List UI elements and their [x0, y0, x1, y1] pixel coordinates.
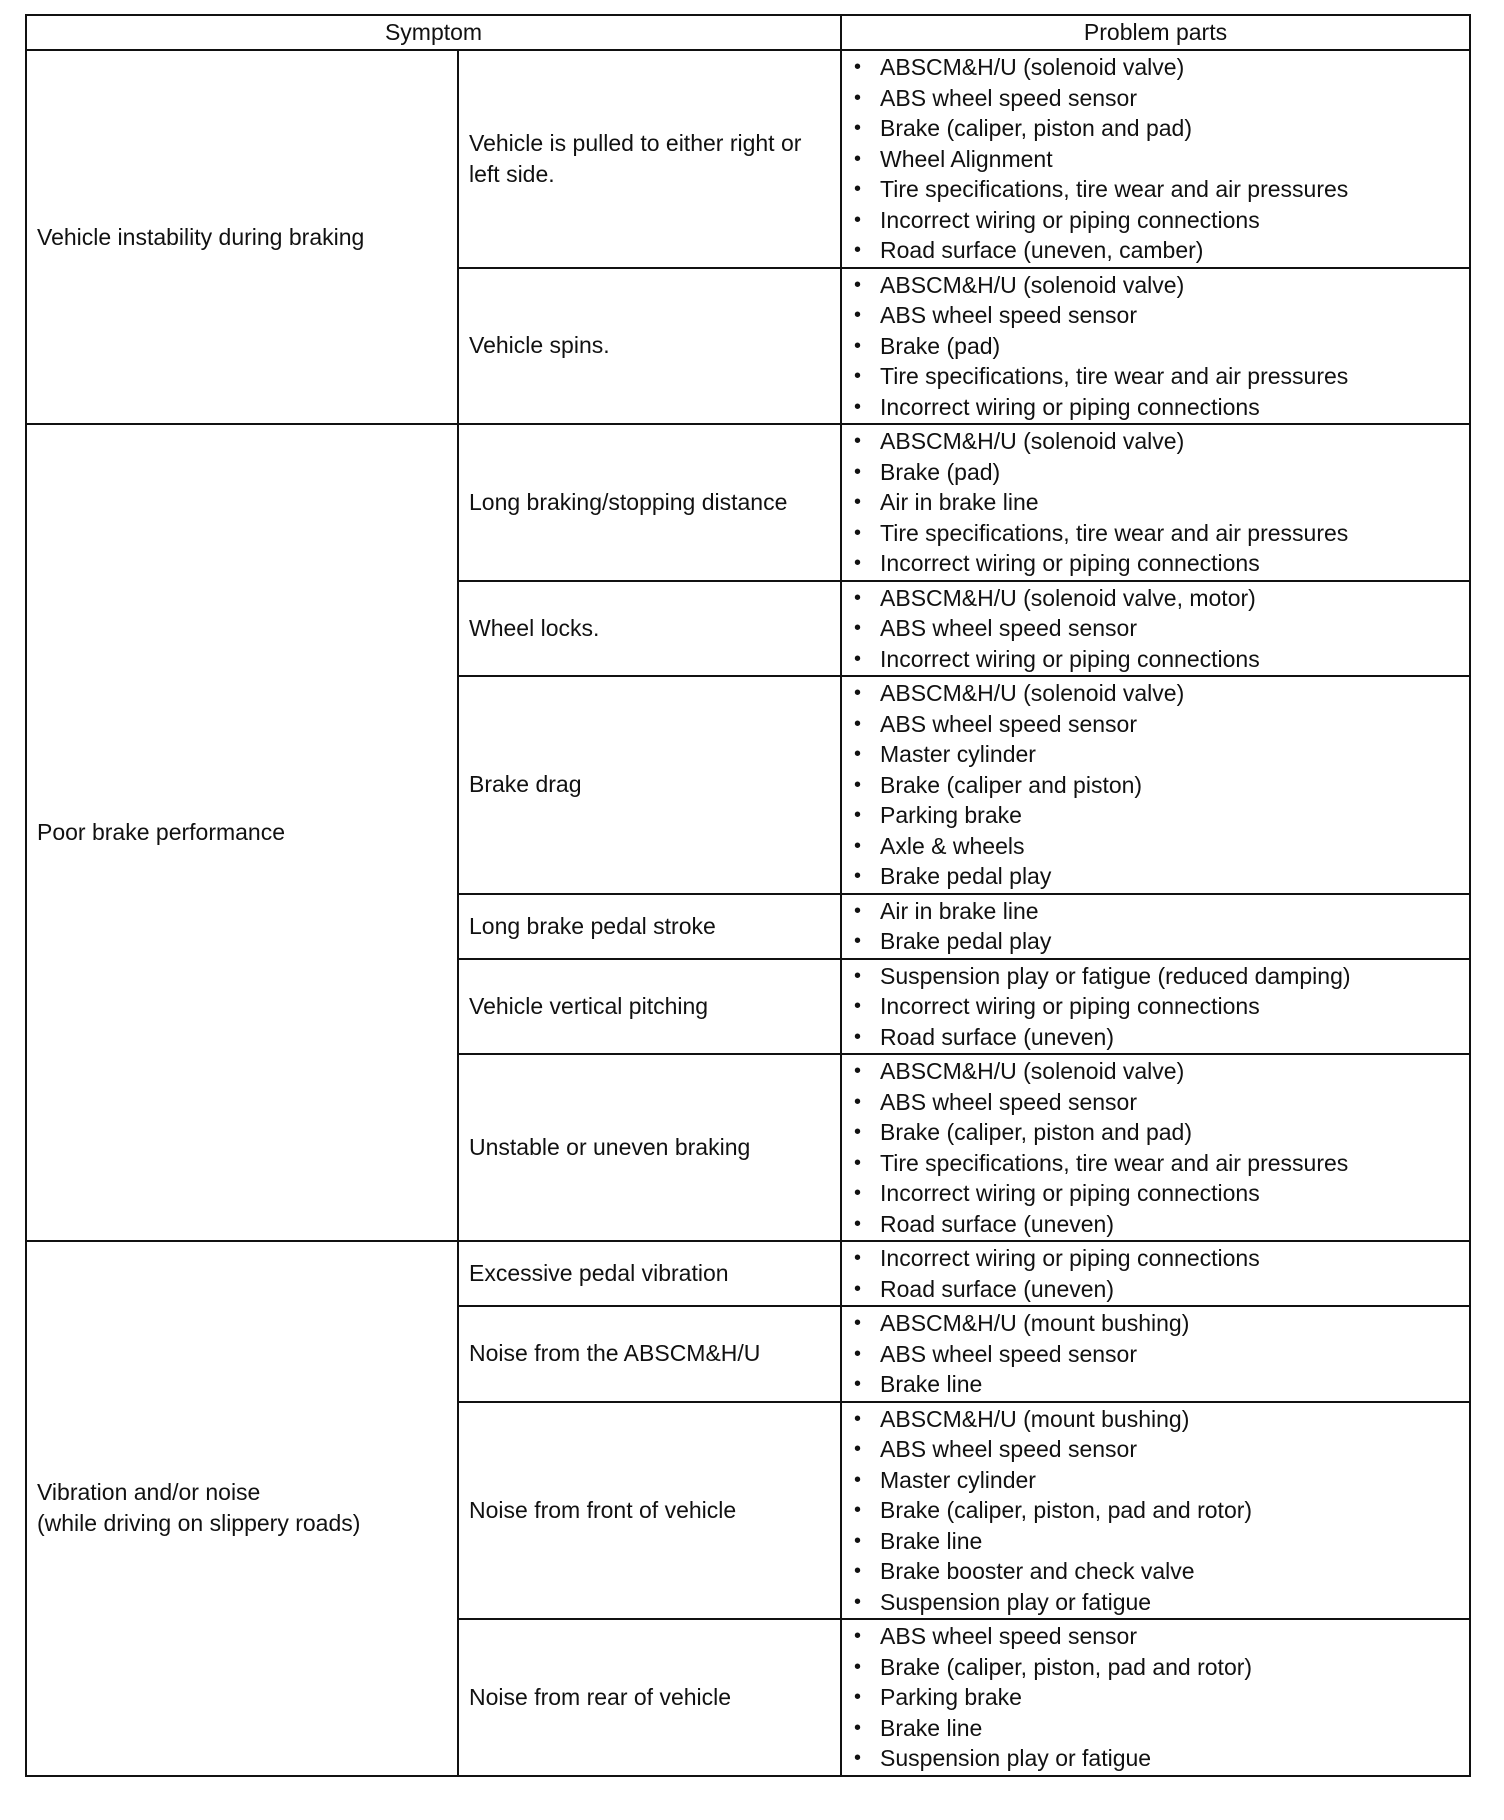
- symptom-cell: [458, 1241, 841, 1306]
- problem-part-text: Incorrect wiring or piping connections: [880, 645, 1260, 672]
- header-row: [26, 15, 1470, 50]
- problem-part-text: Axle & wheels: [880, 832, 1025, 859]
- list-item: [852, 831, 1469, 862]
- bullet-icon: •: [854, 239, 862, 261]
- bullet-icon: •: [854, 1121, 862, 1143]
- problem-parts-list: [852, 1308, 1469, 1400]
- bullet-icon: •: [854, 117, 862, 139]
- list-item: [852, 113, 1469, 144]
- problem-part-text: ABS wheel speed sensor: [880, 1088, 1138, 1115]
- problem-parts-cell: [841, 1054, 1470, 1241]
- bullet-icon: •: [854, 1182, 862, 1204]
- category-label: Vehicle instability during braking: [37, 223, 365, 250]
- list-item: [852, 1148, 1469, 1179]
- symptom-cell: [458, 1306, 841, 1402]
- bullet-icon: •: [854, 1655, 862, 1678]
- list-item: [852, 548, 1469, 579]
- problem-part-text: Brake (pad): [880, 458, 1001, 485]
- symptom-header: Symptom: [26, 15, 841, 50]
- problem-part-text: Road surface (uneven): [880, 1023, 1114, 1050]
- category-cell: [26, 1241, 458, 1776]
- list-item: [852, 52, 1469, 83]
- problem-parts-list: [852, 426, 1469, 579]
- problem-part-text: Brake (caliper, piston, pad and rotor): [880, 1653, 1253, 1680]
- bullet-icon: •: [854, 1747, 862, 1769]
- problem-part-text: Brake pedal play: [880, 863, 1052, 889]
- problem-part-text: Brake pedal play: [880, 928, 1052, 954]
- list-item: [852, 1056, 1469, 1087]
- symptom-cell: [458, 581, 841, 677]
- problem-parts-list: [852, 583, 1469, 675]
- list-item: [852, 1243, 1469, 1274]
- bullet-icon: •: [854, 1060, 862, 1082]
- bullet-icon: •: [854, 1625, 862, 1647]
- list-item: [852, 235, 1469, 266]
- table-row: [26, 1241, 1470, 1306]
- problem-part-text: ABS wheel speed sensor: [880, 1436, 1138, 1462]
- problem-part-text: ABSCM&H/U (mount bushing): [880, 1405, 1190, 1432]
- problem-part-text: Incorrect wiring or piping connections: [880, 206, 1260, 233]
- problem-part-text: Brake line: [880, 1371, 983, 1397]
- problem-part-text: Brake (pad): [880, 332, 1001, 359]
- bullet-icon: •: [854, 1247, 862, 1269]
- bullet-icon: •: [854, 712, 862, 735]
- list-item: [852, 174, 1469, 205]
- problem-part-text: Incorrect wiring or piping connections: [880, 550, 1260, 576]
- list-item: [852, 1587, 1469, 1618]
- problem-parts-cell: [841, 1306, 1470, 1402]
- symptom-text: Vehicle spins.: [469, 332, 610, 359]
- problem-parts-cell: [841, 676, 1470, 894]
- list-item: [852, 1526, 1469, 1557]
- bullet-icon: •: [854, 1277, 862, 1300]
- category-label: Vibration and/or noise: [37, 1479, 261, 1506]
- bullet-icon: •: [854, 1025, 862, 1048]
- bullet-icon: •: [854, 1590, 862, 1613]
- list-item: [852, 991, 1469, 1022]
- problem-parts-list: [852, 1621, 1469, 1774]
- symptom-cell: [458, 894, 841, 959]
- bullet-icon: •: [854, 1373, 862, 1395]
- list-item: [852, 331, 1469, 362]
- problem-part-text: Tire specifications, tire wear and air pressures: [880, 363, 1349, 389]
- problem-part-text: Wheel Alignment: [880, 145, 1053, 172]
- bullet-icon: •: [854, 1090, 862, 1113]
- symptom-text: Long braking/stopping distance: [469, 488, 788, 515]
- list-item: [852, 205, 1469, 236]
- problem-parts-cell: [841, 1402, 1470, 1620]
- bullet-icon: •: [854, 491, 862, 513]
- bullet-icon: •: [854, 1407, 862, 1430]
- list-item: [852, 1495, 1469, 1526]
- category-label: Poor brake performance: [37, 819, 286, 845]
- list-item: [852, 1369, 1469, 1400]
- problem-part-text: Brake (caliper, piston and pad): [880, 115, 1192, 141]
- problem-parts-cell: [841, 424, 1470, 581]
- list-item: [852, 1465, 1469, 1496]
- bullet-icon: •: [854, 647, 862, 670]
- problem-part-text: Tire specifications, tire wear and air pressures: [880, 176, 1349, 202]
- list-item: [852, 1713, 1469, 1744]
- problem-part-text: Incorrect wiring or piping connections: [880, 1180, 1260, 1206]
- problem-parts-list: [852, 1243, 1469, 1304]
- problem-part-text: Road surface (uneven, camber): [880, 237, 1204, 263]
- problem-parts-cell: [841, 50, 1470, 268]
- problem-part-text: ABSCM&H/U (solenoid valve): [880, 54, 1185, 80]
- list-item: [852, 1434, 1469, 1465]
- problem-part-text: ABSCM&H/U (solenoid valve): [880, 1058, 1185, 1084]
- problem-part-text: Suspension play or fatigue (reduced damping): [880, 962, 1351, 989]
- category-cell: [26, 424, 458, 1241]
- bullet-icon: •: [854, 178, 862, 200]
- bullet-icon: •: [854, 617, 862, 639]
- bullet-icon: •: [854, 430, 862, 452]
- problem-part-text: Brake (caliper and piston): [880, 771, 1143, 798]
- bullet-icon: •: [854, 273, 862, 296]
- problem-part-text: Road surface (uneven): [880, 1210, 1114, 1237]
- problem-parts-cell: [841, 581, 1470, 677]
- bullet-icon: •: [854, 1686, 862, 1708]
- bullet-icon: •: [854, 86, 862, 109]
- problem-part-text: Incorrect wiring or piping connections: [880, 393, 1260, 420]
- bullet-icon: •: [854, 1212, 862, 1235]
- problem-part-text: Suspension play or fatigue: [880, 1588, 1152, 1615]
- problem-part-text: Brake booster and check valve: [880, 1558, 1195, 1584]
- table-body: [26, 50, 1470, 1776]
- bullet-icon: •: [854, 1438, 862, 1460]
- symptom-text: Unstable or uneven braking: [469, 1134, 751, 1160]
- bullet-icon: •: [854, 1342, 862, 1365]
- symptom-text: Long brake pedal stroke: [469, 912, 716, 939]
- problem-parts-cell: [841, 959, 1470, 1055]
- problem-part-text: ABSCM&H/U (mount bushing): [880, 1310, 1190, 1336]
- bullet-icon: •: [854, 460, 862, 483]
- problem-part-text: Brake (caliper, piston and pad): [880, 1119, 1192, 1145]
- bullet-icon: •: [854, 395, 862, 418]
- list-item: [852, 270, 1469, 301]
- bullet-icon: •: [854, 773, 862, 796]
- bullet-icon: •: [854, 521, 862, 544]
- list-item: [852, 861, 1469, 892]
- table-row: [26, 424, 1470, 581]
- problem-parts-cell: [841, 894, 1470, 959]
- bullet-icon: •: [854, 1716, 862, 1739]
- list-item: [852, 1209, 1469, 1240]
- problem-parts-cell: [841, 1241, 1470, 1306]
- problem-part-text: Incorrect wiring or piping connections: [880, 1245, 1260, 1271]
- bullet-icon: •: [854, 208, 862, 231]
- symptom-cell: [458, 50, 841, 268]
- list-item: [852, 1404, 1469, 1435]
- bullet-icon: •: [854, 865, 862, 887]
- list-item: [852, 1274, 1469, 1305]
- problem-part-text: Tire specifications, tire wear and air pressures: [880, 519, 1349, 546]
- problem-part-text: ABS wheel speed sensor: [880, 1340, 1138, 1367]
- bullet-icon: •: [854, 334, 862, 357]
- bullet-icon: •: [854, 552, 862, 574]
- problem-part-text: Parking brake: [880, 802, 1022, 828]
- problem-parts-list: [852, 961, 1469, 1053]
- list-item: [852, 1682, 1469, 1713]
- list-item: [852, 144, 1469, 175]
- problem-part-text: Master cylinder: [880, 1466, 1036, 1493]
- list-item: [852, 457, 1469, 488]
- bullet-icon: •: [854, 1151, 862, 1174]
- list-item: [852, 926, 1469, 957]
- problem-parts-list: [852, 896, 1469, 957]
- problem-part-text: Brake line: [880, 1714, 983, 1741]
- bullet-icon: •: [854, 1468, 862, 1491]
- symptom-text: Noise from front of vehicle: [469, 1496, 737, 1523]
- problem-parts-list: [852, 1404, 1469, 1618]
- bullet-icon: •: [854, 1560, 862, 1582]
- list-item: [852, 739, 1469, 770]
- list-item: [852, 644, 1469, 675]
- bullet-icon: •: [854, 834, 862, 857]
- problem-part-text: Air in brake line: [880, 897, 1039, 924]
- problem-part-text: Master cylinder: [880, 741, 1036, 767]
- bullet-icon: •: [854, 365, 862, 387]
- problem-part-text: Tire specifications, tire wear and air pressures: [880, 1149, 1349, 1176]
- symptom-cell: [458, 676, 841, 894]
- symptom-table: [25, 14, 1471, 1777]
- problem-part-text: Brake (caliper, piston, pad and rotor): [880, 1497, 1253, 1523]
- bullet-icon: •: [854, 586, 862, 609]
- list-item: [852, 1621, 1469, 1652]
- list-item: [852, 518, 1469, 549]
- list-item: [852, 1022, 1469, 1053]
- bullet-icon: •: [854, 56, 862, 78]
- symptom-text: Brake drag: [469, 771, 582, 798]
- symptom-text: Excessive pedal vibration: [469, 1260, 729, 1286]
- problem-parts-cell: [841, 268, 1470, 425]
- problem-part-text: ABS wheel speed sensor: [880, 84, 1138, 111]
- problem-parts-list: [852, 270, 1469, 423]
- problem-part-text: Air in brake line: [880, 489, 1039, 515]
- problem-part-text: ABS wheel speed sensor: [880, 1623, 1138, 1649]
- problem-part-text: Brake line: [880, 1527, 983, 1554]
- list-item: [852, 613, 1469, 644]
- list-item: [852, 583, 1469, 614]
- category-cell: [26, 50, 458, 424]
- problem-part-text: ABSCM&H/U (solenoid valve): [880, 680, 1185, 706]
- symptom-cell: [458, 424, 841, 581]
- list-item: [852, 1652, 1469, 1683]
- symptom-cell: [458, 1054, 841, 1241]
- problem-part-text: ABS wheel speed sensor: [880, 710, 1138, 737]
- bullet-icon: •: [854, 682, 862, 704]
- list-item: [852, 896, 1469, 927]
- symptom-cell: [458, 268, 841, 425]
- bullet-icon: •: [854, 1499, 862, 1521]
- list-item: [852, 1087, 1469, 1118]
- problem-part-text: ABSCM&H/U (solenoid valve, motor): [880, 584, 1256, 611]
- bullet-icon: •: [854, 964, 862, 987]
- symptom-text: Wheel locks.: [469, 614, 600, 641]
- bullet-icon: •: [854, 930, 862, 952]
- symptom-text: Noise from rear of vehicle: [469, 1683, 732, 1710]
- bullet-icon: •: [854, 743, 862, 765]
- problem-parts-cell: [841, 1619, 1470, 1776]
- bullet-icon: •: [854, 899, 862, 922]
- list-item: [852, 709, 1469, 740]
- bullet-icon: •: [854, 304, 862, 326]
- problem-part-text: Incorrect wiring or piping connections: [880, 993, 1260, 1019]
- symptom-cell: [458, 959, 841, 1055]
- list-item: [852, 678, 1469, 709]
- symptom-text: Vehicle vertical pitching: [469, 992, 709, 1019]
- list-item: [852, 426, 1469, 457]
- list-item: [852, 1178, 1469, 1209]
- problem-parts-list: [852, 52, 1469, 266]
- list-item: [852, 770, 1469, 801]
- list-item: [852, 300, 1469, 331]
- bullet-icon: •: [854, 995, 862, 1017]
- problem-part-text: Parking brake: [880, 1684, 1022, 1710]
- problem-parts-list: [852, 1056, 1469, 1239]
- problem-part-text: Road surface (uneven): [880, 1275, 1114, 1302]
- problem-part-text: ABSCM&H/U (solenoid valve): [880, 271, 1185, 298]
- list-item: [852, 1556, 1469, 1587]
- list-item: [852, 1743, 1469, 1774]
- problem-part-text: ABS wheel speed sensor: [880, 302, 1138, 328]
- problem-part-text: ABS wheel speed sensor: [880, 615, 1138, 641]
- bullet-icon: •: [854, 1312, 862, 1334]
- list-item: [852, 361, 1469, 392]
- list-item: [852, 1117, 1469, 1148]
- symptom-text: Noise from the ABSCM&H/U: [469, 1340, 761, 1367]
- symptom-cell: [458, 1402, 841, 1620]
- list-item: [852, 1339, 1469, 1370]
- table-row: [26, 50, 1470, 268]
- list-item: [852, 83, 1469, 114]
- problem-part-text: ABSCM&H/U (solenoid valve): [880, 428, 1185, 454]
- symptom-cell: [458, 1619, 841, 1776]
- bullet-icon: •: [854, 1529, 862, 1552]
- problem-parts-header: Problem parts: [841, 15, 1470, 50]
- list-item: [852, 487, 1469, 518]
- list-item: [852, 800, 1469, 831]
- list-item: [852, 392, 1469, 423]
- bullet-icon: •: [854, 147, 862, 170]
- problem-part-text: Suspension play or fatigue: [880, 1745, 1152, 1771]
- list-item: [852, 961, 1469, 992]
- category-label: (while driving on slippery roads): [37, 1510, 361, 1537]
- bullet-icon: •: [854, 804, 862, 826]
- problem-parts-list: [852, 678, 1469, 892]
- list-item: [852, 1308, 1469, 1339]
- symptom-text: Vehicle is pulled to either right or left side.: [469, 129, 802, 187]
